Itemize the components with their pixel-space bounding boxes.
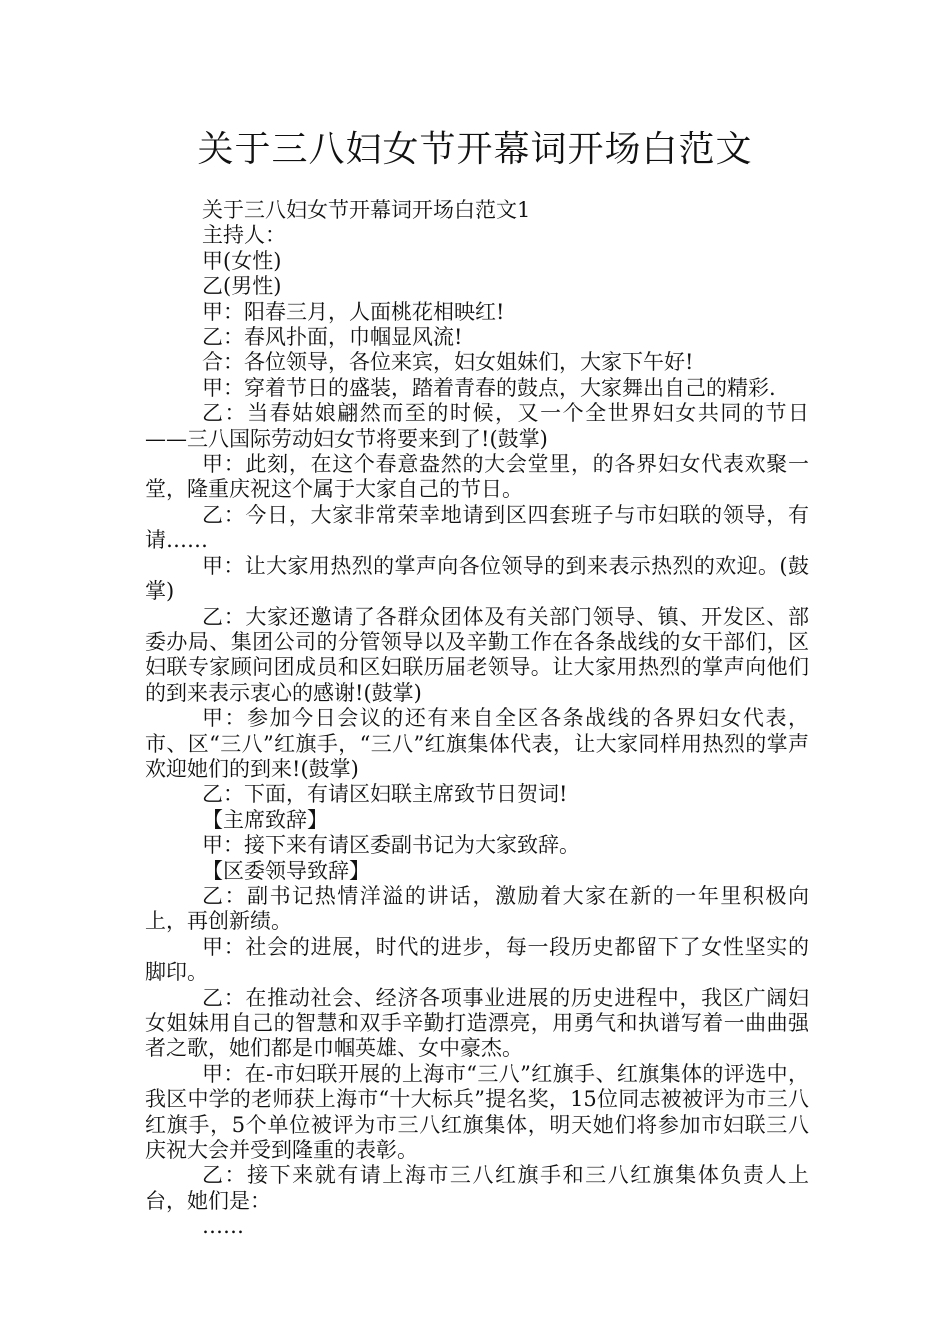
dialogue-line: 甲：社会的进展，时代的进步，每一段历史都留下了女性坚实的脚印。 — [145, 934, 809, 985]
dialogue-line: 乙：副书记热情洋溢的讲话，激励着大家在新的一年里积极向上，再创新绩。 — [145, 883, 809, 934]
ellipsis-line: …… — [202, 1214, 244, 1239]
dialogue-line: 甲：让大家用热烈的掌声向各位领导的到来表示热烈的欢迎。(鼓掌) — [145, 553, 809, 604]
dialogue-line: 乙：下面，有请区妇联主席致节日贺词! — [202, 782, 568, 807]
document-body — [145, 198, 809, 1240]
dialogue-line: 甲：此刻，在这个春意盎然的大会堂里，的各界妇女代表欢聚一堂，隆重庆祝这个属于大家自己的节日。 — [145, 452, 809, 502]
dialogue-line: 乙：今日，大家非常荣幸地请到区四套班子与市妇联的领导，有请…… — [145, 502, 809, 553]
stage-direction: 【主席致辞】 — [202, 807, 328, 832]
dialogue-line: 乙：接下来就有请上海市三八红旗手和三八红旗集体负责人上台，她们是： — [145, 1163, 809, 1213]
paragraph-host-label: 主持人： — [202, 223, 286, 248]
document-title: 关于三八妇女节开幕词开场白范文 — [197, 129, 753, 170]
stage-direction: 【区委领导致辞】 — [202, 858, 370, 883]
dialogue-line: 乙：大家还邀请了各群众团体及有关部门领导、镇、开发区、部委办局、集团公司的分管领导以及辛勤工作在各条战线的女干部们，区妇联专家顾问团成员和区妇联历届老领导。让大家用热烈的掌声向他们的到来表示衷心的感谢!(鼓掌) — [145, 604, 809, 705]
paragraph-subtitle: 关于三八妇女节开幕词开场白范文1 — [202, 198, 531, 222]
dialogue-line: 甲：在-市妇联开展的上海市“三八”红旗手、红旗集体的评选中，我区中学的老师获上海市“十大标兵”提名奖，15位同志被被评为市三八红旗手，5个单位被评为市三八红旗集体，明天她们将参加市妇联三八庆祝大会并受到隆重的表彰。 — [145, 1061, 809, 1163]
paragraph-host-b: 乙(男性) — [202, 274, 282, 299]
dialogue-line: 合：各位领导，各位来宾，妇女姐妹们，大家下午好! — [202, 350, 694, 375]
dialogue-line: 甲：参加今日会议的还有来自全区各条战线的各界妇女代表，市、区“三八”红旗手，“三八”红旗集体代表，让大家同样用热烈的掌声欢迎她们的到来!(鼓掌) — [145, 706, 809, 781]
dialogue-line: 乙：春风扑面，巾帼显风流! — [202, 325, 463, 350]
dialogue-line: 甲：接下来有请区委副书记为大家致辞。 — [202, 833, 580, 858]
dialogue-line: 乙：在推动社会、经济各项事业进展的历史进程中，我区广阔妇女姐妹用自己的智慧和双手辛勤打造漂亮，用勇气和执谱写着一曲曲强者之歌，她们都是巾帼英雄、女中豪杰。 — [145, 985, 809, 1061]
dialogue-line: 乙：当春姑娘翩然而至的时候，又一个全世界妇女共同的节日——三八国际劳动妇女节将要来到了!(鼓掌) — [145, 401, 809, 451]
paragraph-host-a: 甲(女性) — [202, 248, 282, 273]
dialogue-line: 甲：穿着节日的盛装，踏着青春的鼓点，大家舞出自己的精彩. — [202, 375, 776, 400]
dialogue-line: 甲：阳春三月，人面桃花相映红! — [202, 299, 505, 324]
